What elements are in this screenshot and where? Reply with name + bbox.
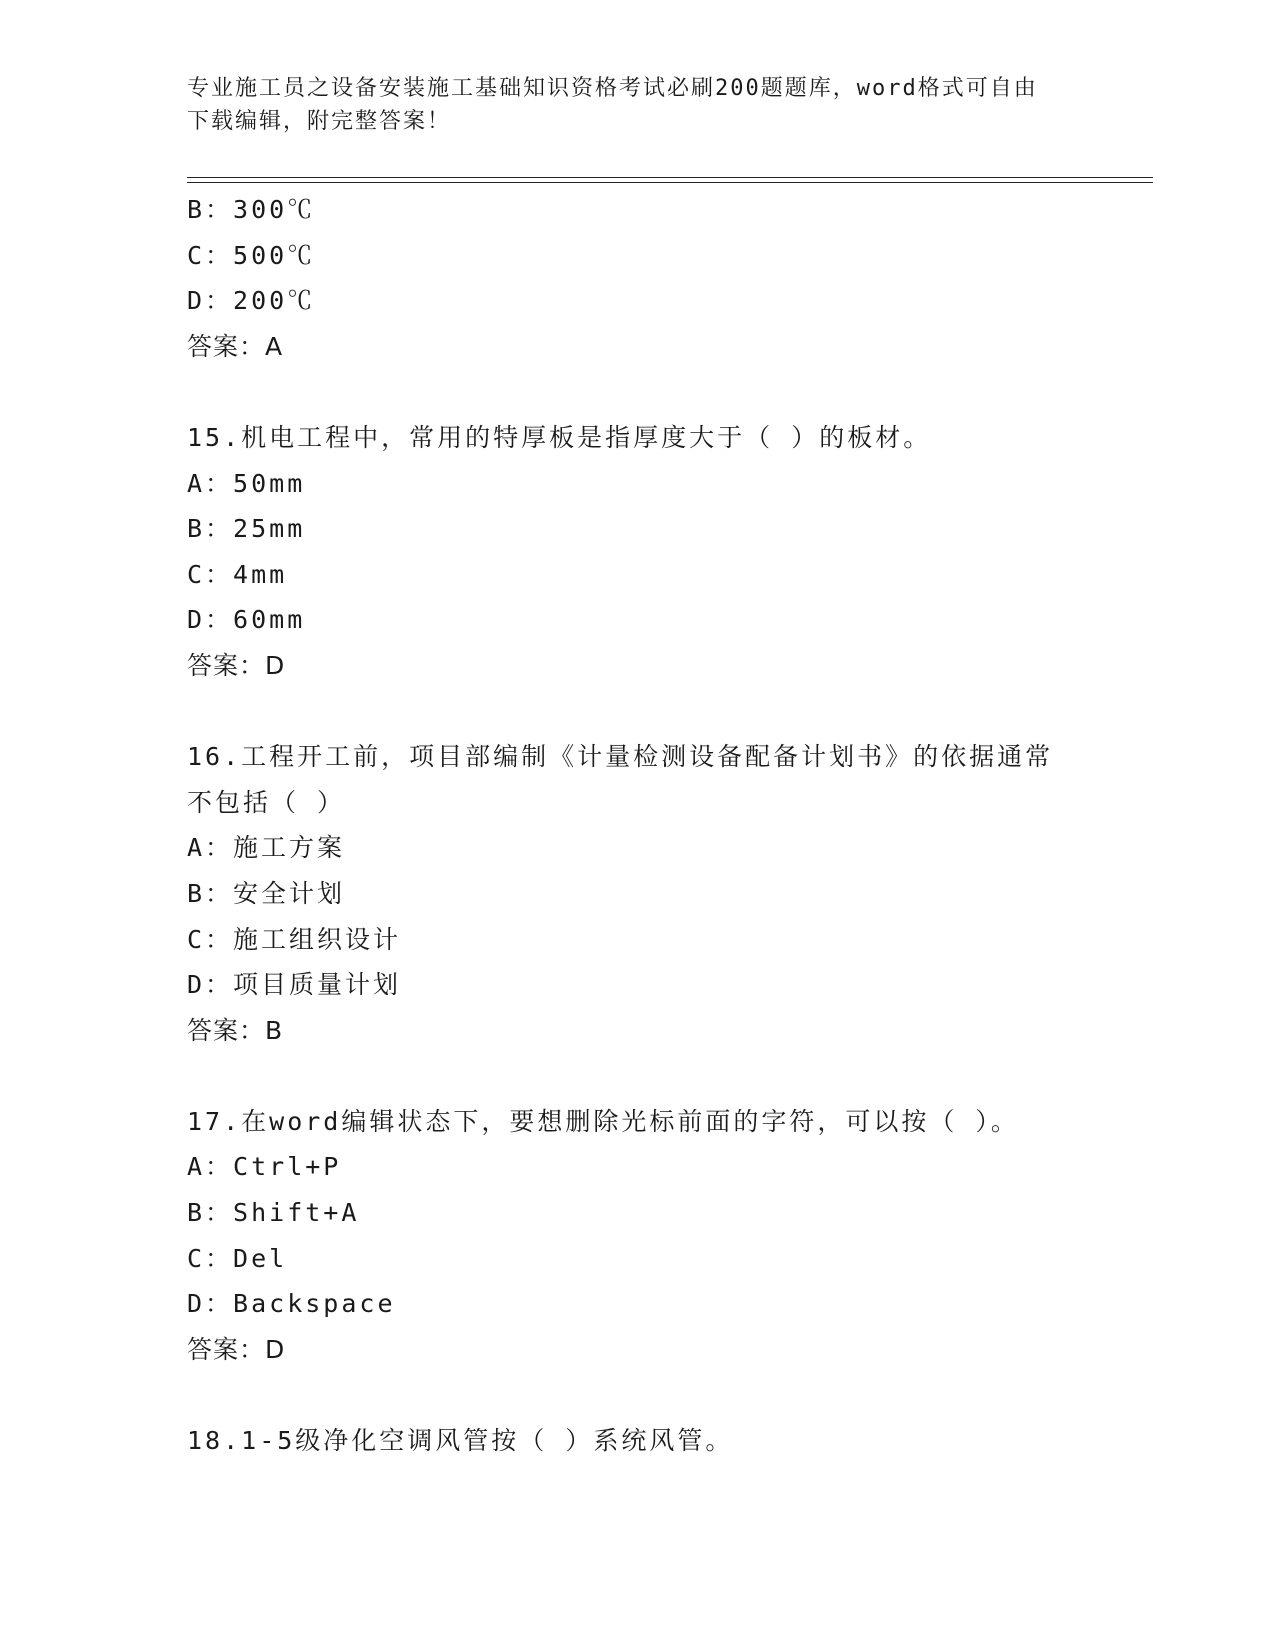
question-14-option-b: B：300℃	[187, 195, 316, 224]
spacer	[187, 369, 1147, 415]
question-16-block	[187, 734, 1147, 1053]
question-16-answer: 答案：B	[187, 1015, 284, 1045]
question-15-answer: 答案：D	[187, 650, 286, 680]
spacer	[187, 1372, 1147, 1418]
question-15-option-c: C：4mm	[187, 559, 288, 589]
question-16-text-line-2: 不包括（ ）	[187, 787, 346, 817]
question-14-answer: 答案：A	[187, 331, 284, 361]
header-title-line-2: 下载编辑，附完整答案！	[187, 109, 452, 134]
question-14-option-d: D：200℃	[187, 286, 316, 316]
question-14-block	[187, 187, 1147, 369]
question-17-option-b: B：Shift+A	[187, 1198, 360, 1228]
question-15-block	[187, 415, 1147, 689]
spacer	[187, 689, 1147, 735]
question-17-option-a: A：Ctrl+P	[187, 1152, 342, 1182]
question-16-option-a: A：施工方案	[187, 833, 346, 863]
question-17-option-d: D：Backspace	[187, 1289, 396, 1319]
question-17-block	[187, 1099, 1147, 1373]
document-header	[187, 72, 1087, 138]
question-18-text: 18.1-5级净化空调风管按（ ）系统风管。	[187, 1426, 734, 1456]
question-14-option-c: C：500℃	[187, 240, 316, 270]
question-15-option-b: B：25mm	[187, 514, 306, 544]
question-15-option-d: D：60mm	[187, 605, 306, 635]
question-list	[187, 187, 1147, 1464]
question-17-answer: 答案：D	[187, 1334, 286, 1364]
question-18-block	[187, 1418, 1147, 1464]
question-17-option-c: C：Del	[187, 1243, 288, 1273]
question-16-text-line-1: 16.工程开工前，项目部编制《计量检测设备配备计划书》的依据通常	[187, 742, 1054, 772]
question-15-text: 15.机电工程中，常用的特厚板是指厚度大于（ ）的板材。	[187, 422, 932, 452]
header-title-line-1: 专业施工员之设备安装施工基础知识资格考试必刷200题题库，word格式可自由	[187, 76, 1038, 101]
question-15-option-a: A：50mm	[187, 468, 306, 498]
question-16-option-b: B：安全计划	[187, 878, 346, 908]
question-17-text: 17.在word编辑状态下，要想删除光标前面的字符，可以按（ ）。	[187, 1106, 1019, 1136]
question-16-option-c: C：施工组织设计	[187, 924, 402, 954]
header-divider-top	[187, 177, 1153, 178]
header-divider-bottom	[187, 182, 1153, 183]
question-16-option-d: D：项目质量计划	[187, 970, 402, 1000]
spacer	[187, 1053, 1147, 1099]
